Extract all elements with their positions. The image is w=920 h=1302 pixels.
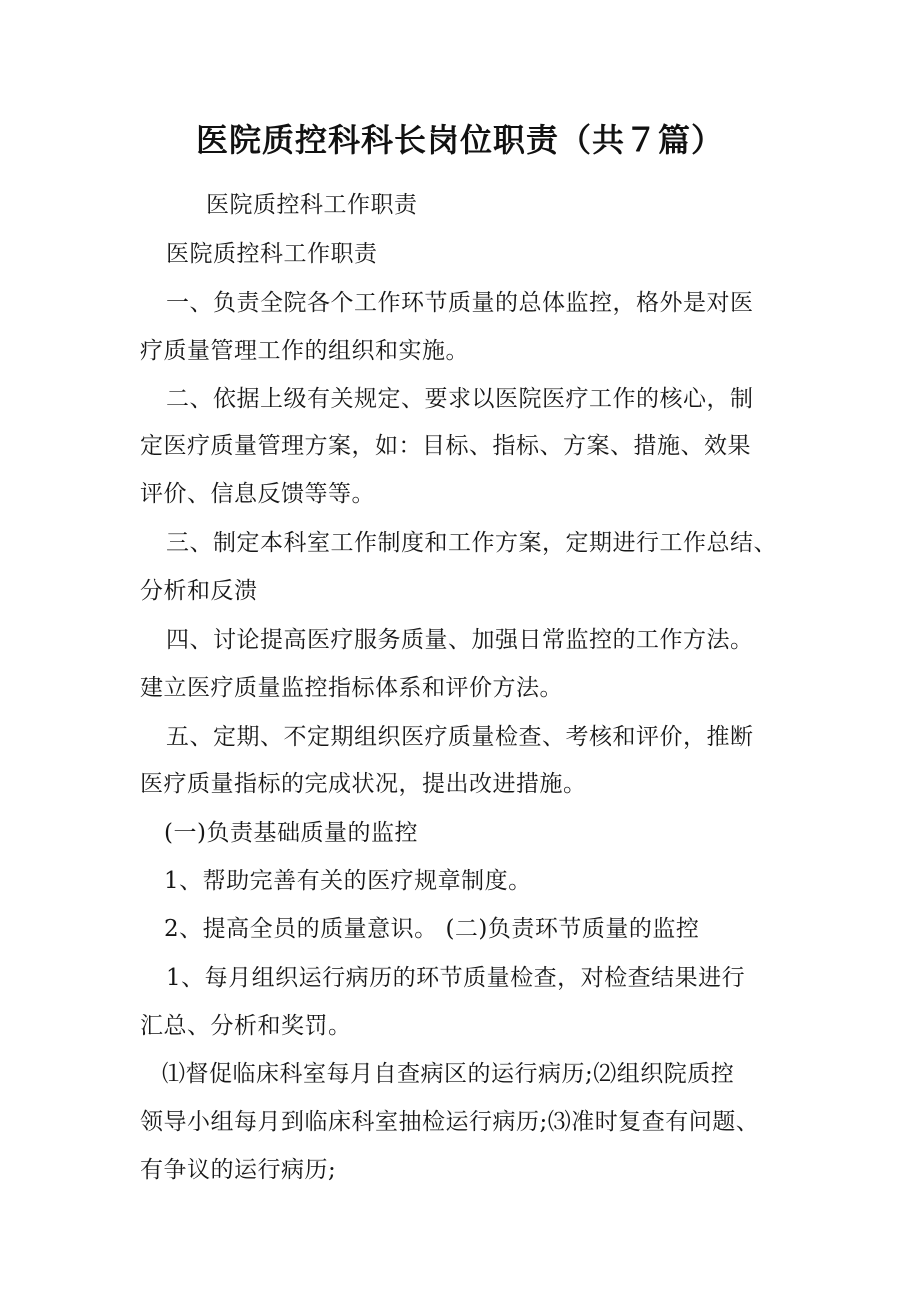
- paragraph-line: 三、制定本科室工作制度和工作方案，定期进行工作总结、: [166, 530, 777, 556]
- paragraph-line: 定医疗质量管理方案，如：目标、指标、方案、措施、效果: [140, 433, 751, 459]
- paragraph-line: 疗质量管理工作的组织和实施。: [140, 338, 469, 364]
- paragraph-line: 一、负责全院各个工作环节质量的总体监控，格外是对医: [166, 290, 754, 316]
- paragraph-line: 2、提高全员的质量意识。 (二)负责环节质量的监控: [164, 916, 700, 942]
- paragraph-line: (一)负责基础质量的监控: [164, 820, 418, 846]
- paragraph-line: 二、依据上级有关规定、要求以医院医疗工作的核心，制: [166, 386, 754, 412]
- paragraph-line: 汇总、分析和奖罚。: [140, 1013, 352, 1039]
- paragraph-line: 评价、信息反馈等等。: [140, 481, 375, 507]
- paragraph-line: 领导小组每月到临床科室抽检运行病历;⑶准时复查有问题、: [140, 1109, 760, 1135]
- paragraph-line: 五、定期、不定期组织医疗质量检查、考核和评价，推断: [166, 724, 754, 750]
- document-title: 医院质控科科长岗位职责（共７篇）: [195, 121, 724, 159]
- paragraph-line: 分析和反溃: [140, 578, 258, 604]
- paragraph-line: 1、帮助完善有关的医疗规章制度。: [164, 868, 532, 894]
- section-heading: 医院质控科工作职责: [206, 192, 418, 218]
- paragraph-line: 1、每月组织运行病历的环节质量检查，对检查结果进行: [166, 965, 746, 991]
- paragraph-line: ⑴督促临床科室每月自查病区的运行病历;⑵组织院质控: [162, 1061, 735, 1087]
- paragraph-line: 四、讨论提高医疗服务质量、加强日常监控的工作方法。: [166, 627, 754, 653]
- paragraph-line: 有争议的运行病历;: [140, 1157, 337, 1183]
- paragraph-line: 建立医疗质量监控指标体系和评价方法。: [140, 675, 563, 701]
- paragraph-line: 医疗质量指标的完成状况，提出改进措施。: [140, 771, 587, 797]
- paragraph-line: 医院质控科工作职责: [166, 241, 378, 267]
